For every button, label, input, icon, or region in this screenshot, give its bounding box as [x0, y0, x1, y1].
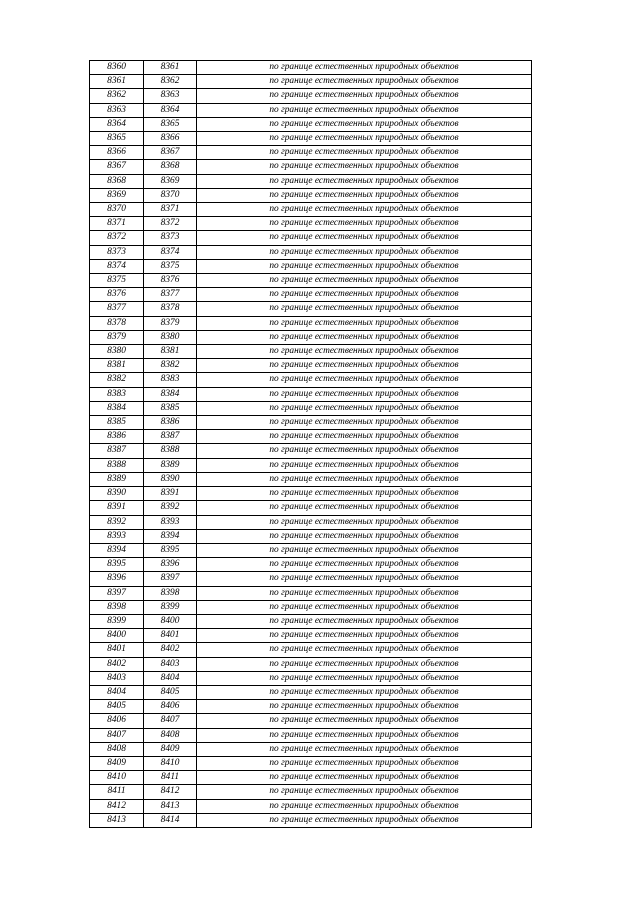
- point-to-cell: 8405: [144, 685, 197, 699]
- table-row: [90, 274, 532, 288]
- point-from-cell: 8382: [90, 373, 144, 387]
- point-to-cell: 8402: [144, 643, 197, 657]
- table-row: [90, 302, 532, 316]
- point-from-cell: 8365: [90, 132, 144, 146]
- boundary-description-cell: по границе естественных природных объектов: [197, 643, 532, 657]
- table-row: [90, 756, 532, 770]
- table-row: [90, 174, 532, 188]
- boundary-description-cell: по границе естественных природных объектов: [197, 487, 532, 501]
- point-from-cell: 8411: [90, 785, 144, 799]
- point-to-cell: 8413: [144, 799, 197, 813]
- table-row: [90, 345, 532, 359]
- boundary-description-cell: по границе естественных природных объектов: [197, 515, 532, 529]
- point-to-cell: 8377: [144, 288, 197, 302]
- table-row: [90, 160, 532, 174]
- boundary-description-cell: по границе естественных природных объектов: [197, 359, 532, 373]
- point-from-cell: 8370: [90, 203, 144, 217]
- point-to-cell: 8382: [144, 359, 197, 373]
- boundary-description-cell: по границе естественных природных объектов: [197, 657, 532, 671]
- point-to-cell: 8390: [144, 472, 197, 486]
- table-row: [90, 359, 532, 373]
- table-row: [90, 501, 532, 515]
- point-to-cell: 8378: [144, 302, 197, 316]
- point-from-cell: 8412: [90, 799, 144, 813]
- boundary-description-cell: по границе естественных природных объектов: [197, 501, 532, 515]
- boundary-description-cell: по границе естественных природных объектов: [197, 444, 532, 458]
- point-to-cell: 8403: [144, 657, 197, 671]
- boundary-description-cell: по границе естественных природных объектов: [197, 231, 532, 245]
- point-from-cell: 8374: [90, 259, 144, 273]
- table-row: [90, 387, 532, 401]
- point-to-cell: 8392: [144, 501, 197, 515]
- point-to-cell: 8393: [144, 515, 197, 529]
- boundary-description-cell: по границе естественных природных объектов: [197, 586, 532, 600]
- boundary-description-cell: по границе естественных природных объектов: [197, 146, 532, 160]
- boundary-description-cell: по границе естественных природных объектов: [197, 728, 532, 742]
- table-row: [90, 288, 532, 302]
- boundary-description-cell: по границе естественных природных объектов: [197, 160, 532, 174]
- point-from-cell: 8368: [90, 174, 144, 188]
- point-from-cell: 8391: [90, 501, 144, 515]
- point-from-cell: 8394: [90, 543, 144, 557]
- boundary-description-cell: по границе естественных природных объектов: [197, 629, 532, 643]
- boundary-description-cell: по границе естественных природных объектов: [197, 330, 532, 344]
- point-from-cell: 8397: [90, 586, 144, 600]
- boundary-description-cell: по границе естественных природных объектов: [197, 600, 532, 614]
- boundary-description-cell: по границе естественных природных объектов: [197, 572, 532, 586]
- point-from-cell: 8392: [90, 515, 144, 529]
- point-to-cell: 8372: [144, 217, 197, 231]
- point-from-cell: 8373: [90, 245, 144, 259]
- point-to-cell: 8388: [144, 444, 197, 458]
- point-to-cell: 8409: [144, 742, 197, 756]
- point-to-cell: 8375: [144, 259, 197, 273]
- point-from-cell: 8363: [90, 103, 144, 117]
- point-from-cell: 8367: [90, 160, 144, 174]
- point-from-cell: 8398: [90, 600, 144, 614]
- point-to-cell: 8399: [144, 600, 197, 614]
- point-from-cell: 8361: [90, 75, 144, 89]
- table-row: [90, 444, 532, 458]
- point-from-cell: 8387: [90, 444, 144, 458]
- boundary-description-cell: по границе естественных природных объектов: [197, 416, 532, 430]
- boundary-description-cell: по границе естественных природных объектов: [197, 472, 532, 486]
- point-to-cell: 8369: [144, 174, 197, 188]
- table-row: [90, 714, 532, 728]
- point-from-cell: 8402: [90, 657, 144, 671]
- boundary-description-cell: по границе естественных природных объектов: [197, 430, 532, 444]
- point-to-cell: 8363: [144, 89, 197, 103]
- table-row: [90, 117, 532, 131]
- point-from-cell: 8410: [90, 771, 144, 785]
- point-from-cell: 8396: [90, 572, 144, 586]
- table-row: [90, 700, 532, 714]
- point-to-cell: 8368: [144, 160, 197, 174]
- table-row: [90, 643, 532, 657]
- point-to-cell: 8381: [144, 345, 197, 359]
- table-row: [90, 614, 532, 628]
- point-from-cell: 8371: [90, 217, 144, 231]
- boundary-description-cell: по границе естественных природных объектов: [197, 742, 532, 756]
- table-row: [90, 572, 532, 586]
- point-to-cell: 8407: [144, 714, 197, 728]
- point-from-cell: 8375: [90, 274, 144, 288]
- table-row: [90, 657, 532, 671]
- point-to-cell: 8408: [144, 728, 197, 742]
- point-to-cell: 8414: [144, 813, 197, 827]
- table-row: [90, 217, 532, 231]
- point-from-cell: 8362: [90, 89, 144, 103]
- point-from-cell: 8366: [90, 146, 144, 160]
- table-row: [90, 629, 532, 643]
- boundary-description-cell: по границе естественных природных объектов: [197, 614, 532, 628]
- boundary-description-cell: по границе естественных природных объектов: [197, 700, 532, 714]
- point-to-cell: 8396: [144, 558, 197, 572]
- boundary-description-cell: по границе естественных природных объектов: [197, 117, 532, 131]
- table-row: [90, 146, 532, 160]
- table-row: [90, 458, 532, 472]
- point-to-cell: 8391: [144, 487, 197, 501]
- point-from-cell: 8390: [90, 487, 144, 501]
- point-to-cell: 8384: [144, 387, 197, 401]
- boundary-description-cell: по границе естественных природных объектов: [197, 401, 532, 415]
- point-from-cell: 8404: [90, 685, 144, 699]
- point-from-cell: 8401: [90, 643, 144, 657]
- table-row: [90, 103, 532, 117]
- boundary-description-cell: по границе естественных природных объектов: [197, 387, 532, 401]
- boundary-description-cell: по границе естественных природных объектов: [197, 288, 532, 302]
- point-to-cell: 8401: [144, 629, 197, 643]
- table-row: [90, 771, 532, 785]
- point-to-cell: 8374: [144, 245, 197, 259]
- table-row: [90, 671, 532, 685]
- point-to-cell: 8376: [144, 274, 197, 288]
- table-row: [90, 742, 532, 756]
- point-from-cell: 8388: [90, 458, 144, 472]
- point-to-cell: 8386: [144, 416, 197, 430]
- boundary-description-cell: по границе естественных природных объектов: [197, 543, 532, 557]
- point-to-cell: 8404: [144, 671, 197, 685]
- boundary-description-cell: по границе естественных природных объектов: [197, 217, 532, 231]
- boundary-description-cell: по границе естественных природных объектов: [197, 458, 532, 472]
- point-from-cell: 8399: [90, 614, 144, 628]
- point-from-cell: 8380: [90, 345, 144, 359]
- point-from-cell: 8403: [90, 671, 144, 685]
- point-to-cell: 8366: [144, 132, 197, 146]
- point-from-cell: 8389: [90, 472, 144, 486]
- table-row: [90, 728, 532, 742]
- point-from-cell: 8386: [90, 430, 144, 444]
- point-to-cell: 8400: [144, 614, 197, 628]
- table-row: [90, 89, 532, 103]
- table-row: [90, 515, 532, 529]
- point-from-cell: 8376: [90, 288, 144, 302]
- boundary-description-cell: по границе естественных природных объектов: [197, 132, 532, 146]
- point-from-cell: 8381: [90, 359, 144, 373]
- point-from-cell: 8372: [90, 231, 144, 245]
- point-from-cell: 8377: [90, 302, 144, 316]
- point-to-cell: 8385: [144, 401, 197, 415]
- point-from-cell: 8360: [90, 61, 144, 75]
- table-row: [90, 61, 532, 75]
- point-to-cell: 8367: [144, 146, 197, 160]
- boundary-description-cell: по границе естественных природных объектов: [197, 274, 532, 288]
- point-from-cell: 8384: [90, 401, 144, 415]
- boundary-description-cell: по границе естественных природных объектов: [197, 529, 532, 543]
- boundary-description-cell: по границе естественных природных объектов: [197, 188, 532, 202]
- boundary-description-cell: по границе естественных природных объектов: [197, 61, 532, 75]
- point-to-cell: 8365: [144, 117, 197, 131]
- point-to-cell: 8412: [144, 785, 197, 799]
- boundary-description-cell: по границе естественных природных объектов: [197, 203, 532, 217]
- table-row: [90, 416, 532, 430]
- point-from-cell: 8406: [90, 714, 144, 728]
- table-row: [90, 600, 532, 614]
- point-to-cell: 8371: [144, 203, 197, 217]
- boundary-description-cell: по границе естественных природных объектов: [197, 373, 532, 387]
- table-row: [90, 231, 532, 245]
- point-to-cell: 8411: [144, 771, 197, 785]
- point-from-cell: 8409: [90, 756, 144, 770]
- table-row: [90, 558, 532, 572]
- point-from-cell: 8364: [90, 117, 144, 131]
- table-row: [90, 203, 532, 217]
- point-from-cell: 8407: [90, 728, 144, 742]
- boundary-description-cell: по границе естественных природных объектов: [197, 103, 532, 117]
- table-row: [90, 316, 532, 330]
- point-from-cell: 8385: [90, 416, 144, 430]
- point-to-cell: 8379: [144, 316, 197, 330]
- boundary-description-cell: по границе естественных природных объектов: [197, 345, 532, 359]
- point-to-cell: 8383: [144, 373, 197, 387]
- point-from-cell: 8400: [90, 629, 144, 643]
- table-row: [90, 430, 532, 444]
- boundary-description-cell: по границе естественных природных объектов: [197, 785, 532, 799]
- boundary-description-cell: по границе естественных природных объектов: [197, 302, 532, 316]
- table-row: [90, 487, 532, 501]
- boundary-description-cell: по границе естественных природных объектов: [197, 174, 532, 188]
- point-to-cell: 8387: [144, 430, 197, 444]
- table-row: [90, 813, 532, 827]
- table-row: [90, 529, 532, 543]
- table-row: [90, 586, 532, 600]
- point-to-cell: 8395: [144, 543, 197, 557]
- boundary-description-cell: по границе естественных природных объектов: [197, 245, 532, 259]
- table-body: [90, 61, 532, 828]
- boundary-description-cell: по границе естественных природных объектов: [197, 756, 532, 770]
- boundary-description-cell: по границе естественных природных объектов: [197, 714, 532, 728]
- point-to-cell: 8389: [144, 458, 197, 472]
- boundary-description-cell: по границе естественных природных объектов: [197, 89, 532, 103]
- point-to-cell: 8380: [144, 330, 197, 344]
- point-from-cell: 8408: [90, 742, 144, 756]
- boundary-description-cell: по границе естественных природных объектов: [197, 799, 532, 813]
- boundary-description-cell: по границе естественных природных объектов: [197, 259, 532, 273]
- point-to-cell: 8406: [144, 700, 197, 714]
- table-row: [90, 785, 532, 799]
- table-row: [90, 132, 532, 146]
- table-row: [90, 685, 532, 699]
- point-from-cell: 8369: [90, 188, 144, 202]
- point-from-cell: 8378: [90, 316, 144, 330]
- point-from-cell: 8413: [90, 813, 144, 827]
- point-to-cell: 8370: [144, 188, 197, 202]
- table-row: [90, 373, 532, 387]
- table-row: [90, 330, 532, 344]
- point-from-cell: 8393: [90, 529, 144, 543]
- table-row: [90, 245, 532, 259]
- table-row: [90, 75, 532, 89]
- point-to-cell: 8398: [144, 586, 197, 600]
- boundary-description-cell: по границе естественных природных объектов: [197, 75, 532, 89]
- point-from-cell: 8395: [90, 558, 144, 572]
- point-to-cell: 8364: [144, 103, 197, 117]
- boundary-description-cell: по границе естественных природных объектов: [197, 558, 532, 572]
- point-from-cell: 8379: [90, 330, 144, 344]
- point-to-cell: 8362: [144, 75, 197, 89]
- point-to-cell: 8397: [144, 572, 197, 586]
- point-from-cell: 8383: [90, 387, 144, 401]
- table-row: [90, 188, 532, 202]
- point-to-cell: 8373: [144, 231, 197, 245]
- boundary-table: [89, 60, 532, 828]
- table-row: [90, 259, 532, 273]
- point-from-cell: 8405: [90, 700, 144, 714]
- point-to-cell: 8410: [144, 756, 197, 770]
- table-row: [90, 472, 532, 486]
- boundary-description-cell: по границе естественных природных объектов: [197, 771, 532, 785]
- boundary-description-cell: по границе естественных природных объектов: [197, 671, 532, 685]
- table-row: [90, 401, 532, 415]
- boundary-description-cell: по границе естественных природных объектов: [197, 685, 532, 699]
- table-row: [90, 543, 532, 557]
- point-to-cell: 8394: [144, 529, 197, 543]
- table-row: [90, 799, 532, 813]
- point-to-cell: 8361: [144, 61, 197, 75]
- boundary-description-cell: по границе естественных природных объектов: [197, 316, 532, 330]
- boundary-description-cell: по границе естественных природных объектов: [197, 813, 532, 827]
